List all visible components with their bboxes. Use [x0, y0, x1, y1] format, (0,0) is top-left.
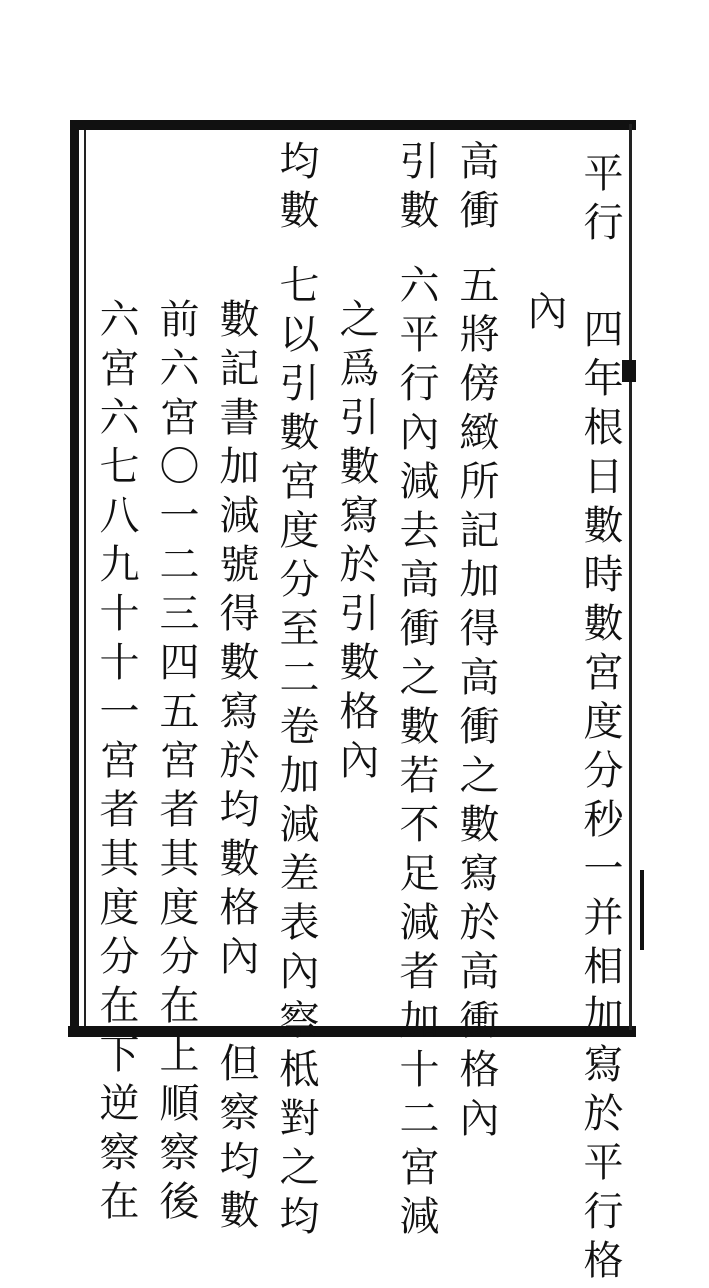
text-column-8 — [154, 298, 198, 1229]
column-label-gaoheng: 高衝 — [453, 140, 499, 238]
text-column-9 — [94, 298, 138, 1229]
frame-top-border — [70, 120, 636, 130]
edge-mark — [640, 870, 644, 950]
column-text: 七以引數宮度分至二卷加減差表內察柢對之均 — [273, 264, 319, 1244]
column-label-yinshu: 引數 — [393, 140, 439, 238]
column-text: 前六宮〇一二三四五宮者其度分在上順察後 — [153, 298, 199, 1229]
text-column-4 — [394, 140, 438, 1244]
text-column-1 — [578, 152, 622, 1288]
fold-marker — [622, 360, 636, 382]
column-text: 五將傍緻所記加得高衝之數寫於高衝格內 — [453, 264, 499, 1146]
text-column-3 — [454, 140, 498, 1146]
text-column-7 — [214, 298, 258, 1238]
frame-left-border — [70, 120, 79, 1037]
column-label-pingxing: 平行 — [577, 152, 623, 250]
column-label-junshu: 均數 — [273, 140, 319, 238]
column-note: 但察均數 — [213, 1042, 259, 1238]
column-text: 六宮六七八九十十一宮者其度分在下逆察在 — [93, 298, 139, 1229]
text-column-5 — [334, 298, 378, 788]
frame-right-border — [629, 124, 632, 1030]
column-text: 數記書加減號得數寫於均數格內 — [213, 298, 259, 984]
column-text: 內 — [521, 290, 567, 339]
text-column-6 — [274, 140, 318, 1244]
column-text: 六平行內減去高衝之數若不足減者加十二宮減 — [393, 264, 439, 1244]
frame-left-inner-line — [84, 130, 86, 1026]
column-text: 之爲引數寫於引數格內 — [333, 298, 379, 788]
column-text: 四年根日數時數宮度分秒一并相加寫於平行格 — [577, 308, 623, 1288]
text-column-2 — [522, 290, 566, 339]
